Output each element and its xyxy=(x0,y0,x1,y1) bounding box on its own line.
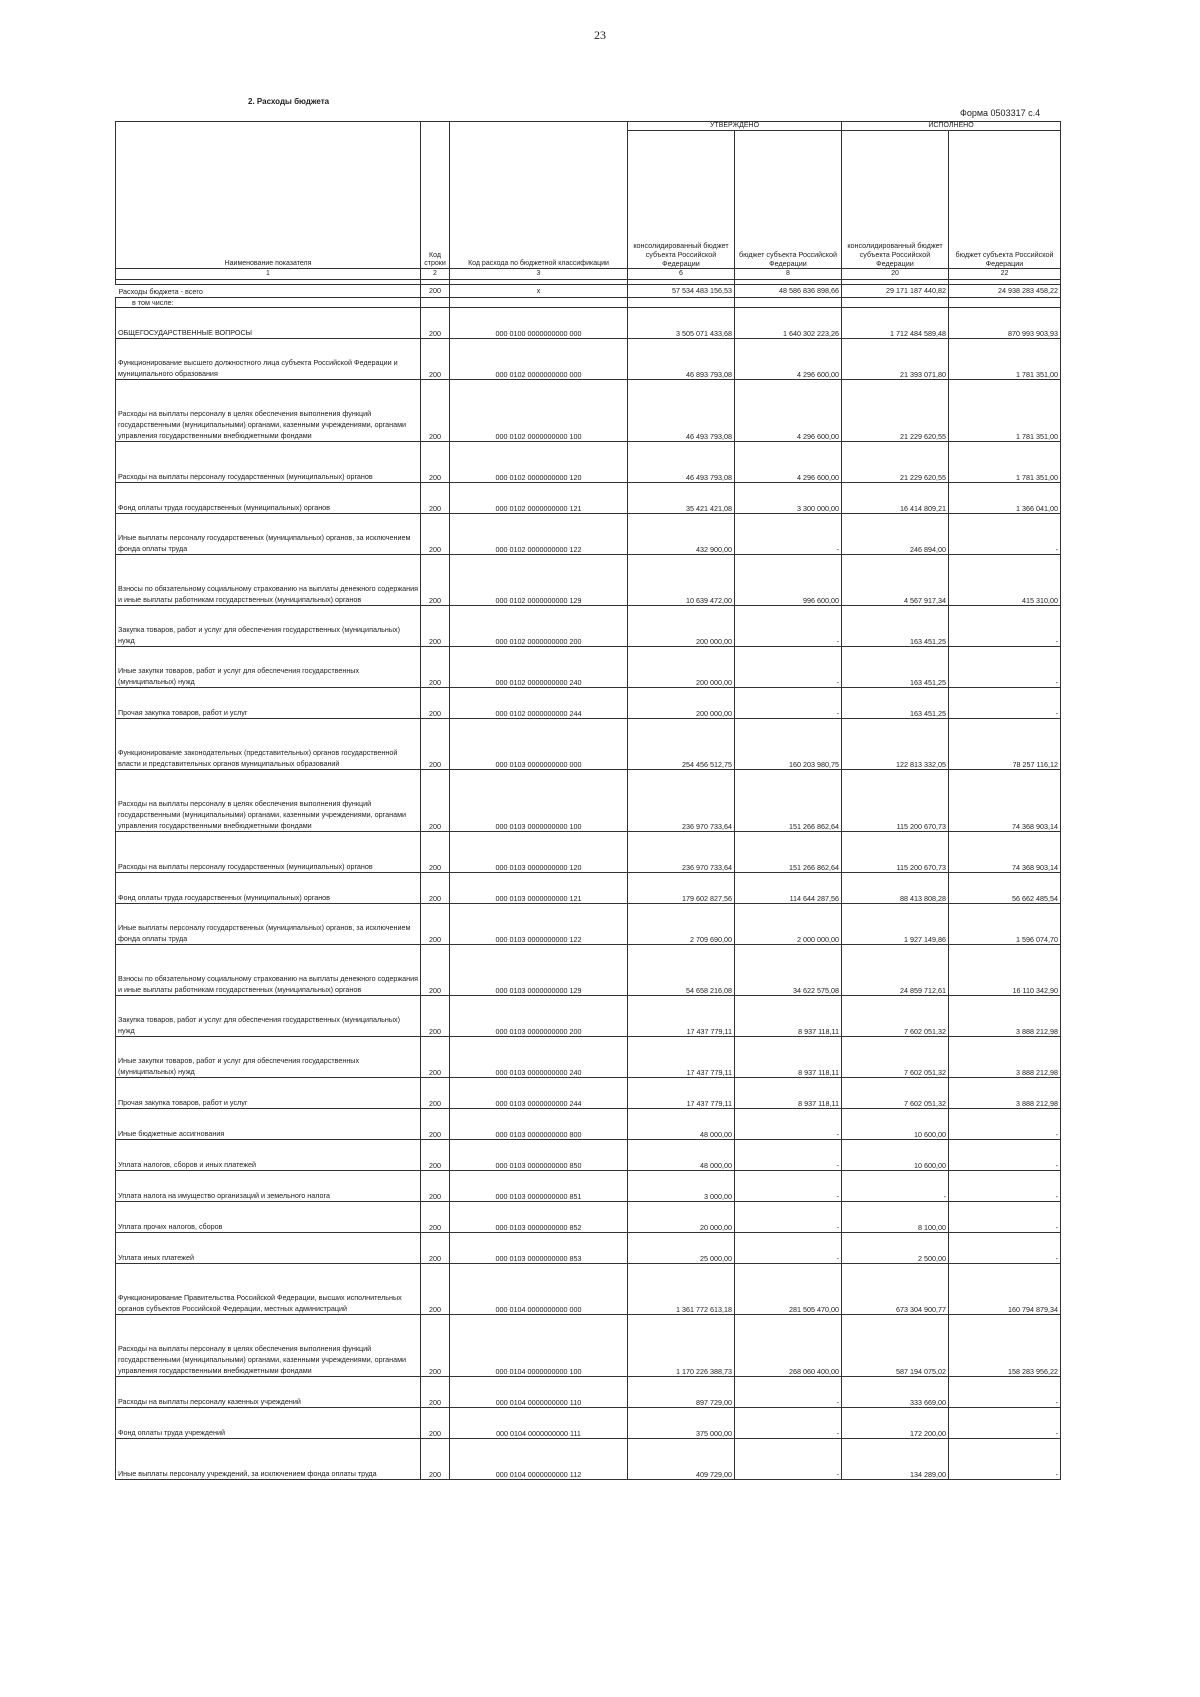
row-executed-subject: 56 662 485,54 xyxy=(949,873,1061,904)
row-approved-subject: - xyxy=(735,514,842,555)
header-code: Код строки xyxy=(421,122,450,269)
row-code: 200 xyxy=(421,1315,450,1377)
row-kbk: 000 0103 0000000000 244 xyxy=(450,1078,628,1109)
row-executed-consolidated: 134 289,00 xyxy=(842,1439,949,1480)
column-number: 22 xyxy=(949,269,1061,280)
row-executed-subject: 1 366 041,00 xyxy=(949,483,1061,514)
column-number: 1 xyxy=(116,269,421,280)
row-kbk: 000 0102 0000000000 240 xyxy=(450,647,628,688)
row-kbk: 000 0104 0000000000 112 xyxy=(450,1439,628,1480)
row-executed-consolidated: - xyxy=(842,1171,949,1202)
table-row xyxy=(116,1109,1061,1140)
row-kbk: 000 0103 0000000000 800 xyxy=(450,1109,628,1140)
row-approved-subject: 268 060 400,00 xyxy=(735,1315,842,1377)
row-executed-consolidated: 333 669,00 xyxy=(842,1377,949,1408)
row-name: Расходы на выплаты персоналу государственных (муниципальных) органов xyxy=(116,832,421,873)
row-approved-consolidated: 3 000,00 xyxy=(628,1171,735,1202)
row-executed-consolidated: 163 451,25 xyxy=(842,606,949,647)
row-executed-consolidated: 7 602 051,32 xyxy=(842,996,949,1037)
row-executed-consolidated: 1 712 484 589,48 xyxy=(842,308,949,339)
row-approved-consolidated: 10 639 472,00 xyxy=(628,555,735,606)
row-name: Иные выплаты персоналу государственных (муниципальных) органов, за исключением фонда оплаты труда xyxy=(116,514,421,555)
table-row xyxy=(116,770,1061,832)
row-code: 200 xyxy=(421,1078,450,1109)
row-executed-consolidated: 8 100,00 xyxy=(842,1202,949,1233)
table-row xyxy=(116,1037,1061,1078)
row-kbk: 000 0102 0000000000 244 xyxy=(450,688,628,719)
row-approved-subject: - xyxy=(735,606,842,647)
row-name: Иные закупки товаров, работ и услуг для обеспечения государственных (муниципальных) нужд xyxy=(116,647,421,688)
row-executed-subject: - xyxy=(949,688,1061,719)
row-kbk: 000 0102 0000000000 121 xyxy=(450,483,628,514)
row-name: Фонд оплаты труда государственных (муниципальных) органов xyxy=(116,483,421,514)
row-approved-consolidated: 35 421 421,08 xyxy=(628,483,735,514)
table-row xyxy=(116,1171,1061,1202)
row-approved-consolidated: 17 437 779,11 xyxy=(628,1078,735,1109)
row-executed-consolidated: 673 304 900,77 xyxy=(842,1264,949,1315)
row-executed-subject: 870 993 903,93 xyxy=(949,308,1061,339)
row-executed-consolidated: 21 229 620,55 xyxy=(842,442,949,483)
row-executed-subject: - xyxy=(949,1109,1061,1140)
row-approved-consolidated: 236 970 733,64 xyxy=(628,770,735,832)
row-approved-consolidated: 46 493 793,08 xyxy=(628,442,735,483)
row-approved-subject: 4 296 600,00 xyxy=(735,380,842,442)
row-kbk: 000 0102 0000000000 000 xyxy=(450,339,628,380)
row-approved-consolidated: 897 729,00 xyxy=(628,1377,735,1408)
row-kbk: 000 0100 0000000000 000 xyxy=(450,308,628,339)
row-approved-subject: - xyxy=(735,1439,842,1480)
row-executed-consolidated: 7 602 051,32 xyxy=(842,1037,949,1078)
row-code: 200 xyxy=(421,339,450,380)
table-row xyxy=(116,904,1061,945)
row-approved-subject: 8 937 118,11 xyxy=(735,1037,842,1078)
row-name: Иные выплаты персоналу учреждений, за исключением фонда оплаты труда xyxy=(116,1439,421,1480)
row-code: 200 xyxy=(421,555,450,606)
row-code: 200 xyxy=(421,996,450,1037)
row-approved-subject: 8 937 118,11 xyxy=(735,1078,842,1109)
total-executed-consolidated: 29 171 187 440,82 xyxy=(842,285,949,298)
row-approved-subject: 3 300 000,00 xyxy=(735,483,842,514)
row-code: 200 xyxy=(421,380,450,442)
row-executed-consolidated: 4 567 917,34 xyxy=(842,555,949,606)
row-executed-subject: - xyxy=(949,1233,1061,1264)
table-row xyxy=(116,647,1061,688)
row-name: Закупка товаров, работ и услуг для обеспечения государственных (муниципальных) нужд xyxy=(116,606,421,647)
row-executed-subject: 3 888 212,98 xyxy=(949,1078,1061,1109)
row-kbk: 000 0104 0000000000 000 xyxy=(450,1264,628,1315)
row-code: 200 xyxy=(421,606,450,647)
row-approved-subject: - xyxy=(735,1377,842,1408)
row-code: 200 xyxy=(421,1202,450,1233)
row-code: 200 xyxy=(421,308,450,339)
row-code: 200 xyxy=(421,688,450,719)
row-executed-subject: 160 794 879,34 xyxy=(949,1264,1061,1315)
row-executed-consolidated: 21 393 071,80 xyxy=(842,339,949,380)
row-name: Уплата налога на имущество организаций и земельного налога xyxy=(116,1171,421,1202)
row-approved-subject: 2 000 000,00 xyxy=(735,904,842,945)
row-code: 200 xyxy=(421,1171,450,1202)
row-kbk: 000 0103 0000000000 850 xyxy=(450,1140,628,1171)
header-approved: УТВЕРЖДЕНО xyxy=(628,122,842,131)
row-kbk: 000 0103 0000000000 000 xyxy=(450,719,628,770)
row-approved-consolidated: 200 000,00 xyxy=(628,606,735,647)
row-approved-consolidated: 254 456 512,75 xyxy=(628,719,735,770)
row-code: 200 xyxy=(421,945,450,996)
row-executed-subject: - xyxy=(949,514,1061,555)
header-executed-subject: бюджет субъекта Российской Федерации xyxy=(949,131,1061,269)
row-approved-subject: 151 266 862,64 xyxy=(735,832,842,873)
row-executed-subject: 1 781 351,00 xyxy=(949,339,1061,380)
row-code: 200 xyxy=(421,514,450,555)
row-name: Функционирование законодательных (представительных) органов государственной власти и представительных органов муниципальных образований xyxy=(116,719,421,770)
row-executed-subject: - xyxy=(949,1140,1061,1171)
row-approved-consolidated: 17 437 779,11 xyxy=(628,996,735,1037)
row-code: 200 xyxy=(421,483,450,514)
row-kbk: 000 0104 0000000000 110 xyxy=(450,1377,628,1408)
row-executed-consolidated: 122 813 332,05 xyxy=(842,719,949,770)
column-number: 6 xyxy=(628,269,735,280)
table-row xyxy=(116,555,1061,606)
table-row xyxy=(116,514,1061,555)
sub-label: в том числе: xyxy=(116,298,421,308)
row-name: Уплата налогов, сборов и иных платежей xyxy=(116,1140,421,1171)
row-code: 200 xyxy=(421,1233,450,1264)
row-name: Функционирование Правительства Российской Федерации, высших исполнительных органов субъектов Российской Федерации, местных администраций xyxy=(116,1264,421,1315)
table-row xyxy=(116,1078,1061,1109)
total-name: Расходы бюджета - всего xyxy=(116,285,421,298)
row-executed-consolidated: 16 414 809,21 xyxy=(842,483,949,514)
row-code: 200 xyxy=(421,770,450,832)
row-code: 200 xyxy=(421,832,450,873)
row-approved-consolidated: 236 970 733,64 xyxy=(628,832,735,873)
table-row xyxy=(116,483,1061,514)
row-name: Фонд оплаты труда государственных (муниципальных) органов xyxy=(116,873,421,904)
header-kbk: Код расхода по бюджетной классификации xyxy=(450,122,628,269)
row-approved-consolidated: 48 000,00 xyxy=(628,1109,735,1140)
row-approved-consolidated: 432 900,00 xyxy=(628,514,735,555)
column-number-row xyxy=(116,269,1061,280)
table-row xyxy=(116,339,1061,380)
column-number: 8 xyxy=(735,269,842,280)
row-approved-consolidated: 200 000,00 xyxy=(628,647,735,688)
row-approved-subject: 281 505 470,00 xyxy=(735,1264,842,1315)
row-approved-subject: 151 266 862,64 xyxy=(735,770,842,832)
total-approved-consolidated: 57 534 483 156,53 xyxy=(628,285,735,298)
row-approved-subject: 8 937 118,11 xyxy=(735,996,842,1037)
row-kbk: 000 0103 0000000000 240 xyxy=(450,1037,628,1078)
row-approved-subject: 1 640 302 223,26 xyxy=(735,308,842,339)
row-kbk: 000 0103 0000000000 853 xyxy=(450,1233,628,1264)
row-name: ОБЩЕГОСУДАРСТВЕННЫЕ ВОПРОСЫ xyxy=(116,308,421,339)
row-name: Расходы на выплаты персоналу государственных (муниципальных) органов xyxy=(116,442,421,483)
table-row xyxy=(116,1202,1061,1233)
row-approved-consolidated: 409 729,00 xyxy=(628,1439,735,1480)
row-approved-consolidated: 200 000,00 xyxy=(628,688,735,719)
row-kbk: 000 0104 0000000000 100 xyxy=(450,1315,628,1377)
row-executed-subject: 415 310,00 xyxy=(949,555,1061,606)
row-name: Иные бюджетные ассигнования xyxy=(116,1109,421,1140)
row-name: Уплата прочих налогов, сборов xyxy=(116,1202,421,1233)
row-executed-consolidated: 7 602 051,32 xyxy=(842,1078,949,1109)
row-approved-consolidated: 1 361 772 613,18 xyxy=(628,1264,735,1315)
table-row xyxy=(116,1233,1061,1264)
row-name: Иные закупки товаров, работ и услуг для обеспечения государственных (муниципальных) нужд xyxy=(116,1037,421,1078)
row-executed-subject: - xyxy=(949,1439,1061,1480)
row-kbk: 000 0103 0000000000 852 xyxy=(450,1202,628,1233)
row-code: 200 xyxy=(421,1408,450,1439)
table-row xyxy=(116,1315,1061,1377)
row-name: Расходы на выплаты персоналу в целях обеспечения выполнения функций государственными (муниципальными) органами, казенными учреждениями, органами управления государственными внебюджетными фондами xyxy=(116,770,421,832)
row-code: 200 xyxy=(421,904,450,945)
subtotal-label-row xyxy=(116,298,1061,308)
row-approved-consolidated: 48 000,00 xyxy=(628,1140,735,1171)
total-kbk: x xyxy=(450,285,628,298)
row-executed-subject: 78 257 116,12 xyxy=(949,719,1061,770)
row-approved-subject: - xyxy=(735,1109,842,1140)
row-code: 200 xyxy=(421,1264,450,1315)
row-kbk: 000 0102 0000000000 100 xyxy=(450,380,628,442)
table-row xyxy=(116,308,1061,339)
page-number: 23 xyxy=(594,28,606,42)
column-number: 20 xyxy=(842,269,949,280)
row-kbk: 000 0103 0000000000 122 xyxy=(450,904,628,945)
row-kbk: 000 0102 0000000000 200 xyxy=(450,606,628,647)
row-executed-subject: 74 368 903,14 xyxy=(949,832,1061,873)
row-name: Расходы на выплаты персоналу в целях обеспечения выполнения функций государственными (муниципальными) органами, казенными учреждениями, органами управления государственными внебюджетными фондами xyxy=(116,1315,421,1377)
row-approved-subject: - xyxy=(735,647,842,688)
row-code: 200 xyxy=(421,647,450,688)
row-approved-consolidated: 1 170 226 388,73 xyxy=(628,1315,735,1377)
row-name: Взносы по обязательному социальному страхованию на выплаты денежного содержания и иные выплаты работникам государственных (муниципальных) органов xyxy=(116,555,421,606)
row-kbk: 000 0103 0000000000 200 xyxy=(450,996,628,1037)
row-approved-subject: 4 296 600,00 xyxy=(735,442,842,483)
row-name: Иные выплаты персоналу государственных (муниципальных) органов, за исключением фонда оплаты труда xyxy=(116,904,421,945)
total-approved-subject: 48 586 836 898,66 xyxy=(735,285,842,298)
row-approved-consolidated: 179 602 827,56 xyxy=(628,873,735,904)
column-number: 3 xyxy=(450,269,628,280)
row-executed-consolidated: 21 229 620,55 xyxy=(842,380,949,442)
expenses-table xyxy=(115,121,1061,1480)
header-approved-consolidated: консолидированный бюджет субъекта Российской Федерации xyxy=(628,131,735,269)
total-row xyxy=(116,285,1061,298)
row-code: 200 xyxy=(421,1439,450,1480)
row-executed-subject: 1 596 074,70 xyxy=(949,904,1061,945)
row-executed-consolidated: 163 451,25 xyxy=(842,647,949,688)
table-row xyxy=(116,1140,1061,1171)
header-name: Наименование показателя xyxy=(116,122,421,269)
row-executed-subject: 1 781 351,00 xyxy=(949,380,1061,442)
row-code: 200 xyxy=(421,1377,450,1408)
row-executed-consolidated: 115 200 670,73 xyxy=(842,832,949,873)
row-approved-subject: - xyxy=(735,1233,842,1264)
row-name: Прочая закупка товаров, работ и услуг xyxy=(116,688,421,719)
row-kbk: 000 0102 0000000000 122 xyxy=(450,514,628,555)
row-code: 200 xyxy=(421,1109,450,1140)
row-approved-subject: - xyxy=(735,1171,842,1202)
row-approved-consolidated: 20 000,00 xyxy=(628,1202,735,1233)
row-kbk: 000 0102 0000000000 129 xyxy=(450,555,628,606)
row-name: Закупка товаров, работ и услуг для обеспечения государственных (муниципальных) нужд xyxy=(116,996,421,1037)
section-title: 2. Расходы бюджета xyxy=(248,97,330,106)
form-label: Форма 0503317 с.4 xyxy=(960,108,1041,118)
row-approved-consolidated: 54 658 216,08 xyxy=(628,945,735,996)
table-row xyxy=(116,442,1061,483)
row-code: 200 xyxy=(421,1140,450,1171)
table-row xyxy=(116,688,1061,719)
row-approved-consolidated: 25 000,00 xyxy=(628,1233,735,1264)
row-name: Расходы на выплаты персоналу в целях обеспечения выполнения функций государственными (муниципальными) органами, казенными учреждениями, органами управления государственными внебюджетными фондами xyxy=(116,380,421,442)
table-row xyxy=(116,380,1061,442)
row-name: Фонд оплаты труда учреждений xyxy=(116,1408,421,1439)
row-kbk: 000 0102 0000000000 120 xyxy=(450,442,628,483)
row-code: 200 xyxy=(421,719,450,770)
row-approved-subject: 996 600,00 xyxy=(735,555,842,606)
row-approved-subject: - xyxy=(735,688,842,719)
row-executed-subject: - xyxy=(949,1377,1061,1408)
row-executed-subject: 16 110 342,90 xyxy=(949,945,1061,996)
row-code: 200 xyxy=(421,873,450,904)
row-executed-consolidated: 163 451,25 xyxy=(842,688,949,719)
row-approved-consolidated: 17 437 779,11 xyxy=(628,1037,735,1078)
row-approved-subject: 160 203 980,75 xyxy=(735,719,842,770)
row-executed-subject: 3 888 212,98 xyxy=(949,1037,1061,1078)
table-row xyxy=(116,996,1061,1037)
row-executed-consolidated: 10 600,00 xyxy=(842,1109,949,1140)
row-approved-subject: 4 296 600,00 xyxy=(735,339,842,380)
row-executed-subject: - xyxy=(949,1202,1061,1233)
table-row xyxy=(116,1377,1061,1408)
table-row xyxy=(116,1408,1061,1439)
row-executed-consolidated: 24 859 712,61 xyxy=(842,945,949,996)
header-executed: ИСПОЛНЕНО xyxy=(842,122,1061,131)
header-approved-subject: бюджет субъекта Российской Федерации xyxy=(735,131,842,269)
row-kbk: 000 0103 0000000000 851 xyxy=(450,1171,628,1202)
row-kbk: 000 0103 0000000000 120 xyxy=(450,832,628,873)
row-kbk: 000 0103 0000000000 121 xyxy=(450,873,628,904)
row-approved-consolidated: 375 000,00 xyxy=(628,1408,735,1439)
header-executed-consolidated: консолидированный бюджет субъекта Российской Федерации xyxy=(842,131,949,269)
table-row xyxy=(116,832,1061,873)
row-name: Прочая закупка товаров, работ и услуг xyxy=(116,1078,421,1109)
row-executed-subject: 158 283 956,22 xyxy=(949,1315,1061,1377)
row-approved-consolidated: 3 505 071 433,68 xyxy=(628,308,735,339)
row-executed-consolidated: 88 413 808,28 xyxy=(842,873,949,904)
row-executed-subject: - xyxy=(949,647,1061,688)
row-executed-subject: 74 368 903,14 xyxy=(949,770,1061,832)
row-executed-consolidated: 246 894,00 xyxy=(842,514,949,555)
table-row xyxy=(116,606,1061,647)
table-row xyxy=(116,719,1061,770)
row-approved-consolidated: 2 709 690,00 xyxy=(628,904,735,945)
row-name: Функционирование высшего должностного лица субъекта Российской Федерации и муниципального образования xyxy=(116,339,421,380)
column-number: 2 xyxy=(421,269,450,280)
row-executed-subject: - xyxy=(949,1171,1061,1202)
row-approved-consolidated: 46 493 793,08 xyxy=(628,380,735,442)
row-name: Расходы на выплаты персоналу казенных учреждений xyxy=(116,1377,421,1408)
row-approved-subject: - xyxy=(735,1202,842,1233)
row-executed-consolidated: 115 200 670,73 xyxy=(842,770,949,832)
row-approved-consolidated: 46 893 793,08 xyxy=(628,339,735,380)
row-executed-consolidated: 10 600,00 xyxy=(842,1140,949,1171)
row-executed-consolidated: 587 194 075,02 xyxy=(842,1315,949,1377)
row-executed-consolidated: 2 500,00 xyxy=(842,1233,949,1264)
row-executed-subject: - xyxy=(949,1408,1061,1439)
row-kbk: 000 0103 0000000000 129 xyxy=(450,945,628,996)
row-approved-subject: 114 644 287,56 xyxy=(735,873,842,904)
table-row xyxy=(116,1264,1061,1315)
row-executed-subject: 1 781 351,00 xyxy=(949,442,1061,483)
row-executed-subject: 3 888 212,98 xyxy=(949,996,1061,1037)
row-kbk: 000 0104 0000000000 111 xyxy=(450,1408,628,1439)
row-approved-subject: - xyxy=(735,1140,842,1171)
total-code: 200 xyxy=(421,285,450,298)
row-executed-subject: - xyxy=(949,606,1061,647)
row-approved-subject: 34 622 575,08 xyxy=(735,945,842,996)
row-name: Уплата иных платежей xyxy=(116,1233,421,1264)
row-approved-subject: - xyxy=(735,1408,842,1439)
table-row xyxy=(116,1439,1061,1480)
row-name: Взносы по обязательному социальному страхованию на выплаты денежного содержания и иные выплаты работникам государственных (муниципальных) органов xyxy=(116,945,421,996)
table-row xyxy=(116,873,1061,904)
row-code: 200 xyxy=(421,442,450,483)
row-code: 200 xyxy=(421,1037,450,1078)
row-kbk: 000 0103 0000000000 100 xyxy=(450,770,628,832)
total-executed-subject: 24 938 283 458,22 xyxy=(949,285,1061,298)
table-row xyxy=(116,945,1061,996)
row-executed-consolidated: 172 200,00 xyxy=(842,1408,949,1439)
row-executed-consolidated: 1 927 149,86 xyxy=(842,904,949,945)
